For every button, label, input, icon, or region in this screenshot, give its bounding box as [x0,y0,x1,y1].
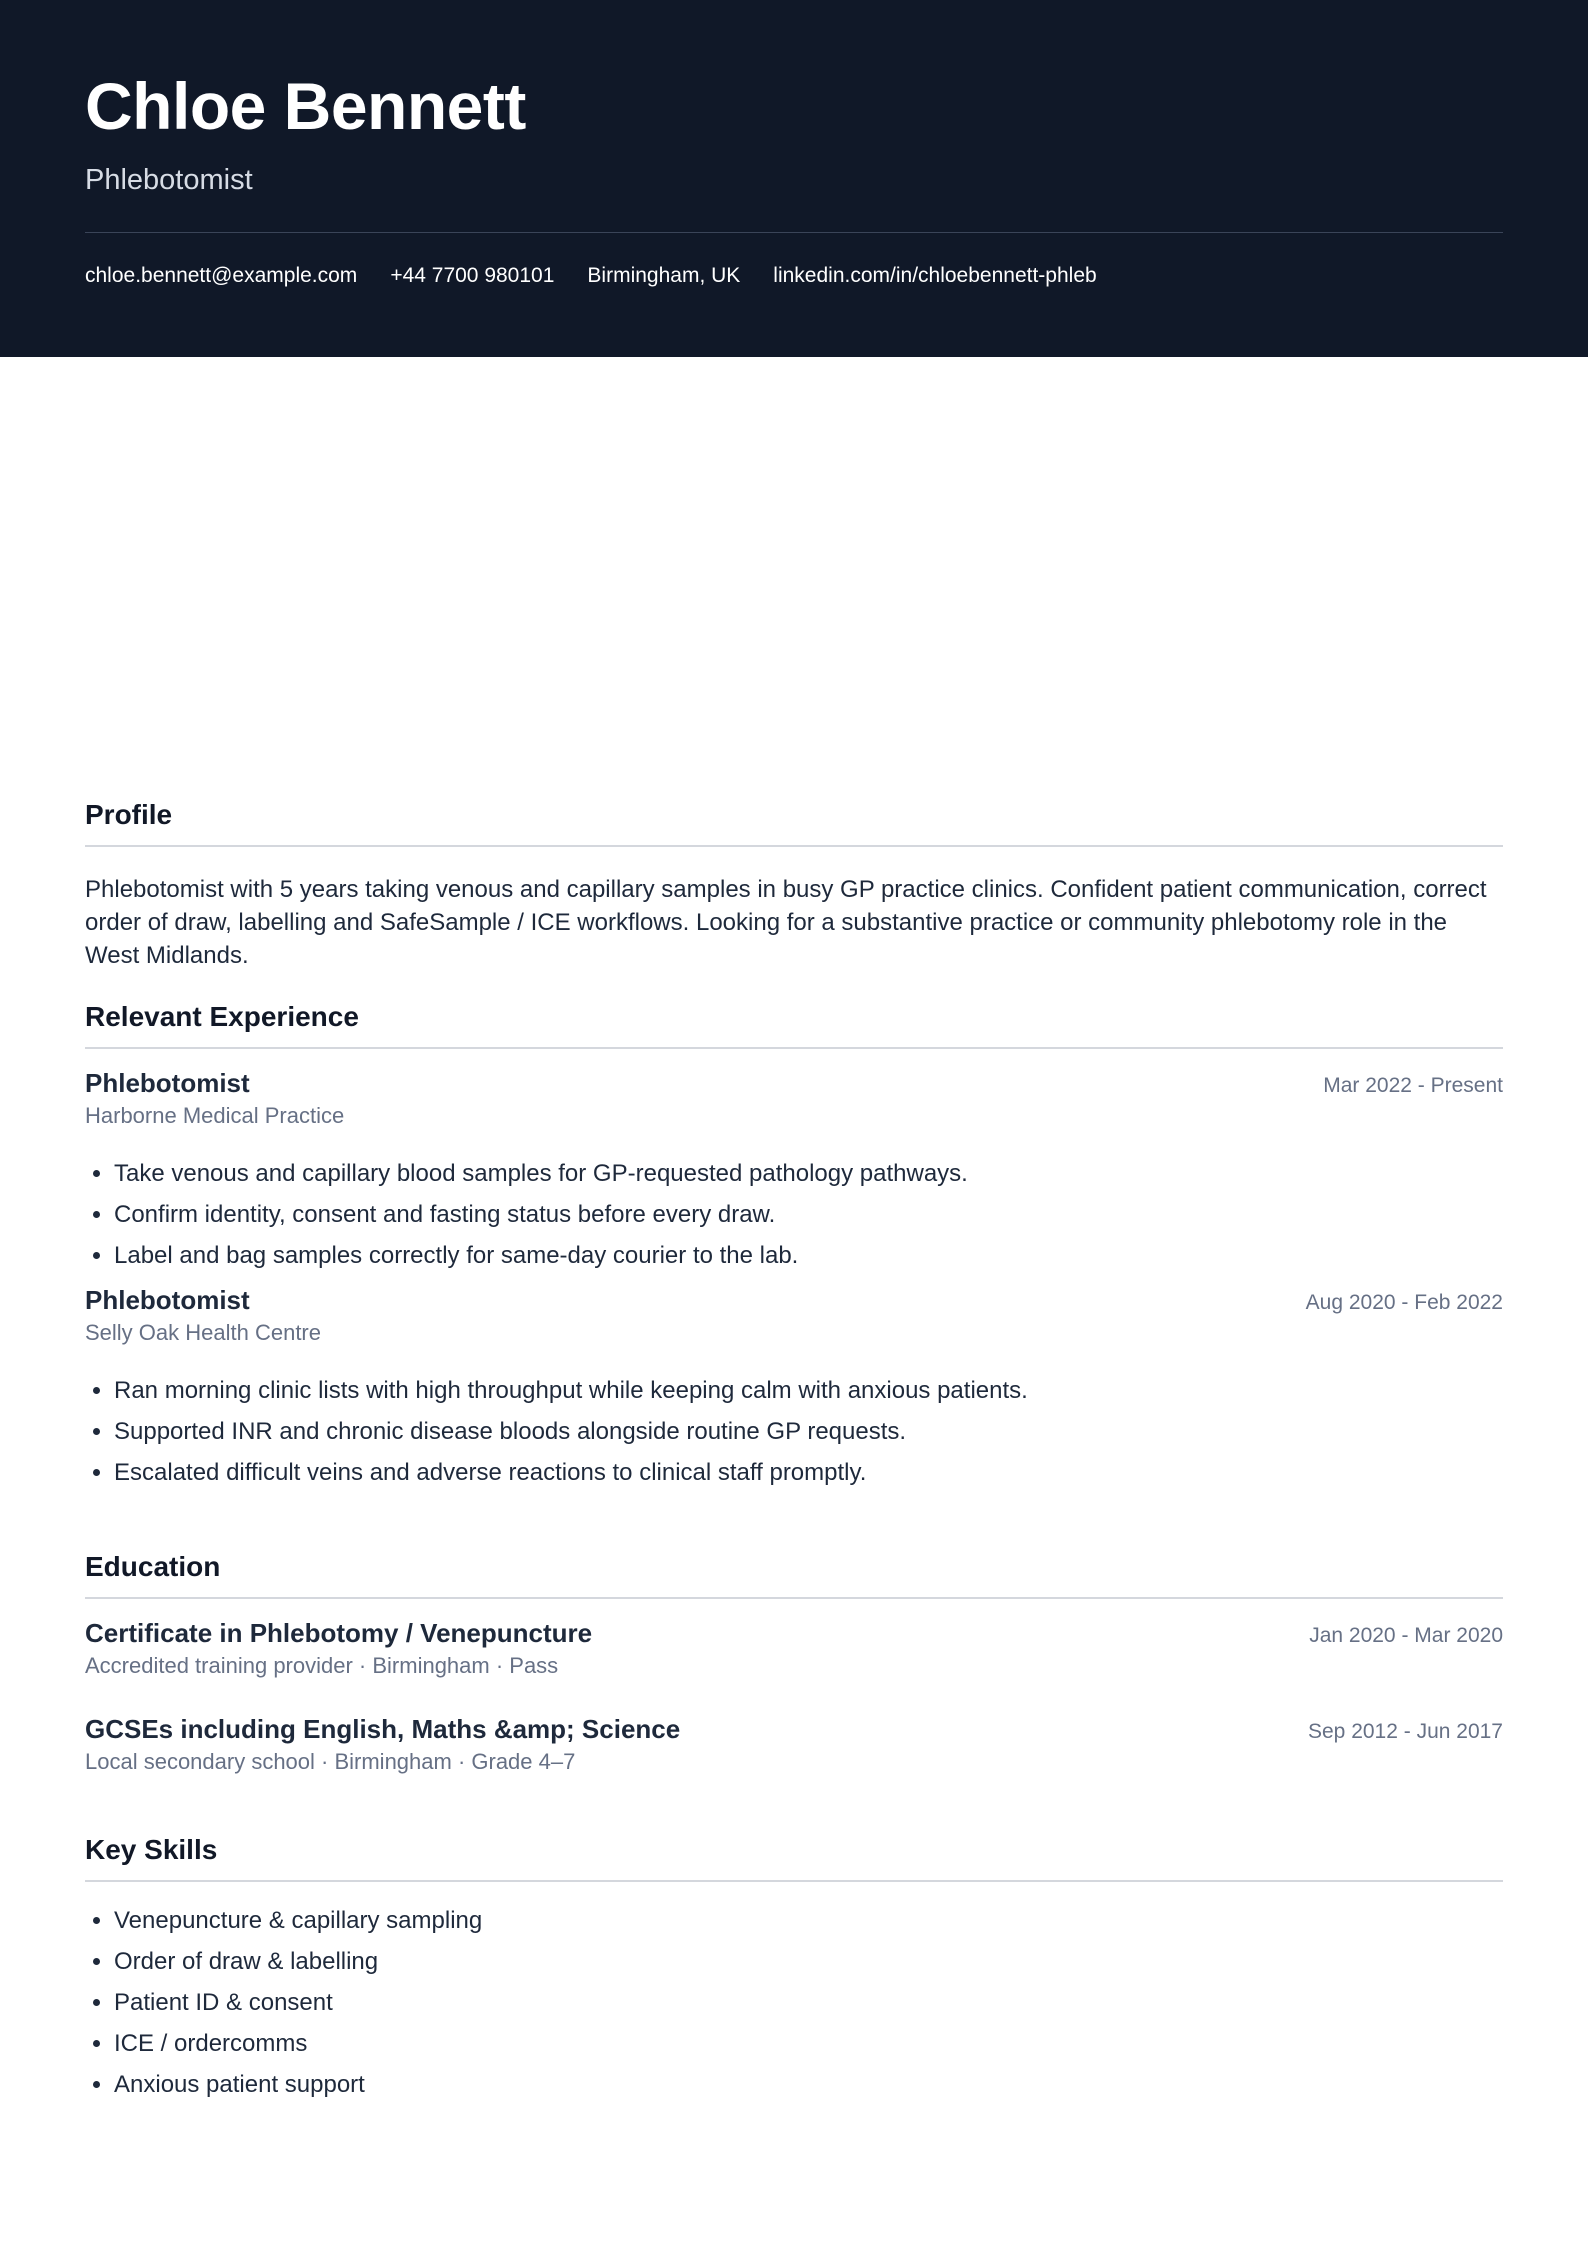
contact-phone[interactable]: +44 7700 980101 [390,264,555,287]
list-item: • Confirm identity, consent and fasting status before every draw. [114,1194,1503,1235]
resume-header [0,0,1588,357]
list-item: • Escalated difficult veins and adverse reactions to clinical staff promptly. [114,1452,1503,1493]
list-item: • ICE / ordercomms [114,2023,1503,2064]
experience-section [85,1000,1503,1493]
education-dates: Jan 2020 - Mar 2020 [1309,1624,1503,1647]
qualification-title: GCSEs including English, Maths &amp; Science [85,1714,681,1744]
contact-bar [85,262,1097,290]
list-item: • Label and bag samples correctly for same-day courier to the lab. [114,1235,1503,1276]
education-details: Accredited training provider · Birmingham · Pass [85,1653,559,1678]
section-heading-skills: Key Skills [85,1833,1503,1882]
job-dates: Mar 2022 - Present [1323,1074,1503,1097]
contact-linkedin[interactable]: linkedin.com/in/chloebennett-phleb [773,264,1097,287]
skills-list [85,1900,1503,2105]
job-employer: Selly Oak Health Centre [85,1320,321,1345]
list-item: • Patient ID & consent [114,1982,1503,2023]
education-entry [85,1617,1503,1681]
job-title: Phlebotomist [85,164,253,196]
profile-summary: Phlebotomist with 5 years taking venous and capillary samples in busy GP practice clinics. Confident patient communication, correct order of draw, labelling and SafeSample / ICE workflows. Looking for a substantive practice or community phlebotomy role in the West Midlands. [85,876,1487,969]
job-role: Phlebotomist [85,1068,250,1098]
education-entry [85,1713,1503,1777]
qualification-title: Certificate in Phlebotomy / Venepuncture [85,1618,593,1648]
job-bullets [85,1153,1503,1276]
job-employer: Harborne Medical Practice [85,1103,345,1128]
list-item: • Supported INR and chronic disease bloods alongside routine GP requests. [114,1411,1503,1452]
job-entry [85,1067,1503,1276]
education-dates: Sep 2012 - Jun 2017 [1308,1720,1503,1743]
skills-section [85,1833,1503,2105]
job-bullets [85,1370,1503,1493]
section-heading-profile: Profile [85,798,1503,847]
candidate-name: Chloe Bennett [85,69,526,143]
section-heading-education: Education [85,1550,1503,1599]
education-section [85,1550,1503,1777]
header-divider [85,232,1503,233]
list-item: • Venepuncture & capillary sampling [114,1900,1503,1941]
list-item: • Ran morning clinic lists with high throughput while keeping calm with anxious patients. [114,1370,1503,1411]
job-entry [85,1284,1503,1493]
profile-section [85,798,1503,972]
job-dates: Aug 2020 - Feb 2022 [1305,1291,1503,1314]
contact-email[interactable]: chloe.bennett@example.com [85,264,358,287]
list-item: • Order of draw & labelling [114,1941,1503,1982]
education-details: Local secondary school · Birmingham · Grade 4–7 [85,1749,576,1774]
job-role: Phlebotomist [85,1285,250,1315]
section-heading-experience: Relevant Experience [85,1000,1503,1049]
list-item: • Take venous and capillary blood samples for GP-requested pathology pathways. [114,1153,1503,1194]
contact-location: Birmingham, UK [587,264,741,287]
list-item: • Anxious patient support [114,2064,1503,2105]
